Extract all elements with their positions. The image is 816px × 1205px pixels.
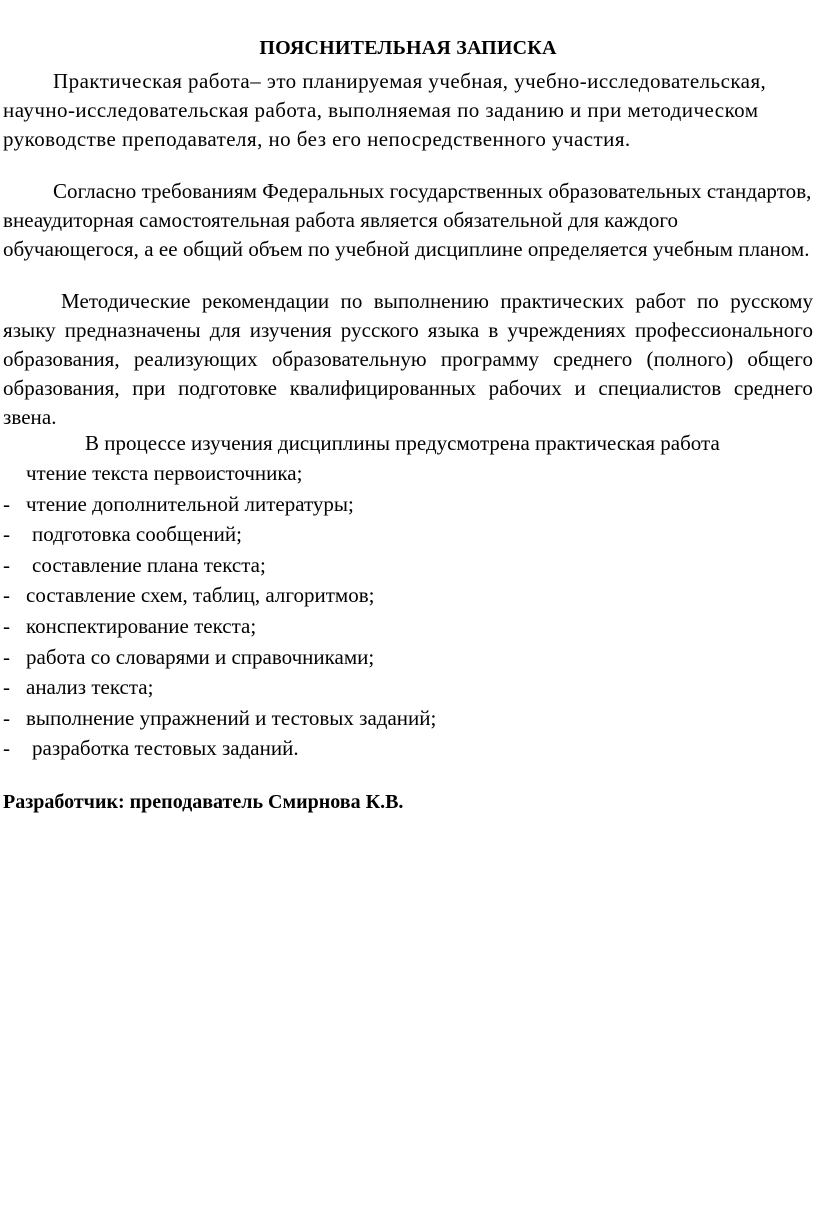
list-dash: -	[3, 491, 10, 516]
list-item	[0, 489, 812, 520]
list-dash: -	[3, 705, 10, 730]
list-dash: -	[3, 613, 10, 638]
list-item	[0, 580, 812, 611]
list-item	[0, 550, 812, 581]
list-item-text: выполнение упражнений и тестовых заданий;	[26, 705, 437, 730]
list-dash: -	[3, 675, 10, 700]
list-item-text: разработка тестовых заданий.	[32, 736, 299, 761]
list-item-text: анализ текста;	[26, 675, 154, 700]
list-item	[0, 642, 812, 673]
list-item	[0, 611, 812, 642]
list-item	[0, 458, 812, 489]
author-signature: Разработчик: преподаватель Смирнова К.В.	[3, 791, 404, 813]
list-item-text: конспектирование текста;	[26, 613, 257, 638]
document-title: ПОЯСНИТЕЛЬНАЯ ЗАПИСКА	[259, 37, 557, 59]
list-dash: -	[3, 736, 10, 761]
list-item-text: работа со словарями и справочниками;	[26, 644, 375, 669]
list-dash: -	[3, 522, 10, 547]
paragraph-practical-work-intro: В процессе изучения дисциплины предусмотрена практическая работа	[85, 431, 720, 455]
list-item-text: подготовка сообщений;	[32, 522, 242, 547]
list-item-text: составление плана текста;	[32, 552, 266, 577]
list-dash: -	[3, 583, 10, 608]
list-item	[0, 703, 812, 734]
paragraph-standards: Согласно требованиям Федеральных государственных образовательных стандартов, внеаудиторная самостоятельная работа является обязательной для каждого обучающегося, а ее общий объем по учебной дисциплине определяется учебным планом.	[3, 179, 812, 261]
list-item-text: составление схем, таблиц, алгоритмов;	[26, 583, 375, 608]
list-dash: -	[3, 644, 10, 669]
list-item	[0, 672, 812, 703]
list-item	[0, 519, 812, 550]
paragraph-definition: Практическая работа– это планируемая учебная, учебно-исследовательская, научно-исследовательская работа, выполняемая по заданию и при методическом руководстве преподавателя, но без его непосредственного участия.	[3, 69, 767, 151]
paragraph-recommendations: Методические рекомендации по выполнению практических работ по русскому языку предназначены для изучения русского языка в учреждениях профессионального образования, реализующих образовательную программу среднего (полного) общего образования, при подготовке квалифицированных рабочих и специалистов среднего звена.	[3, 289, 813, 429]
list-item	[0, 733, 812, 764]
list-item-text: чтение текста первоисточника;	[26, 461, 303, 485]
list-item-text: чтение дополнительной литературы;	[26, 491, 354, 516]
list-dash: -	[3, 552, 10, 577]
practical-work-list	[0, 458, 812, 764]
